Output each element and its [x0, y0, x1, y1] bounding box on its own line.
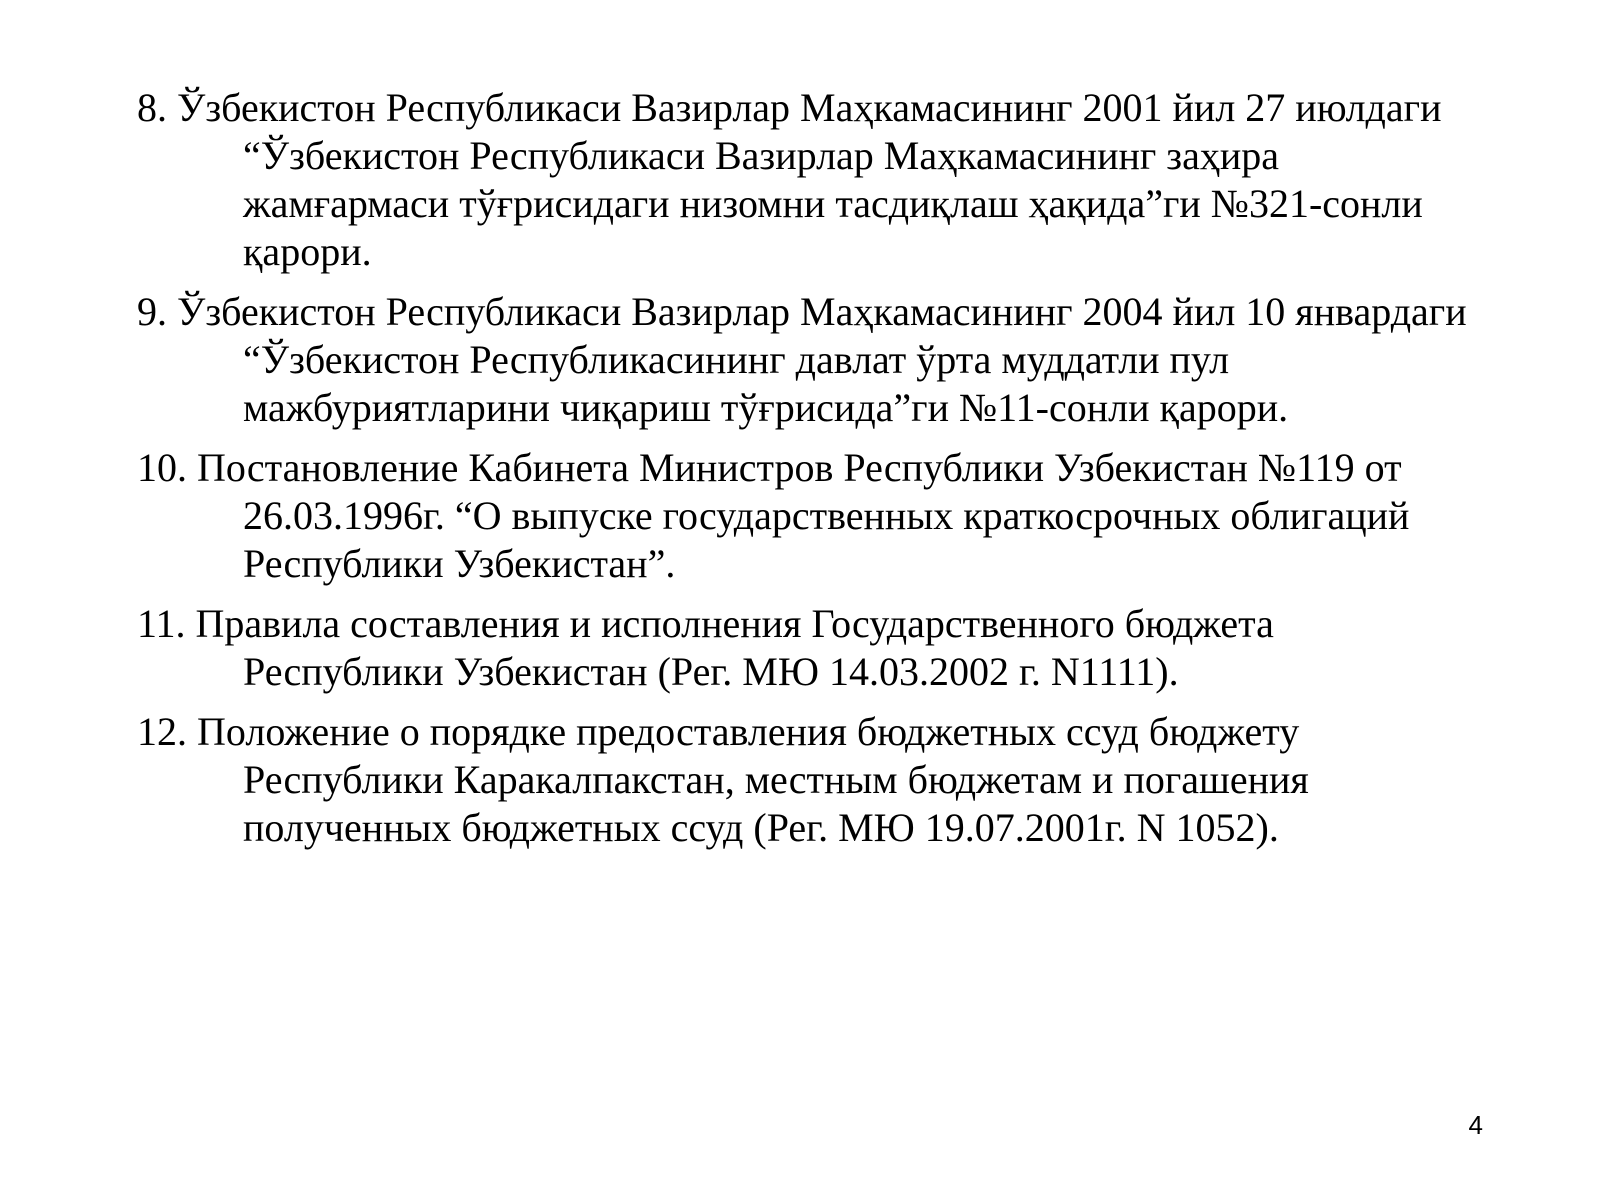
reference-item-12 — [137, 708, 1467, 852]
page-number: 4 — [1468, 1110, 1483, 1140]
reference-number: 11. — [137, 601, 186, 646]
reference-item-11 — [137, 600, 1467, 696]
reference-text: Ўзбекистон Республикаси Вазирлар Маҳкамасининг 2001 йил 27 июлдаги “Ўзбекистон Республикаси Вазирлар Маҳкамасининг заҳира жамғармаси тўғрисидаги низомни тасдиқлаш ҳақида”ги №321-сонли қарори. — [177, 85, 1442, 274]
reference-number: 10. — [137, 445, 187, 490]
reference-number: 8. — [137, 85, 167, 130]
reference-text: Ўзбекистон Республикаси Вазирлар Маҳкамасининг 2004 йил 10 январдаги “Ўзбекистон Республикасининг давлат ўрта муддатли пул мажбуриятларини чиқариш тўғрисида”ги №11-сонли қарори. — [177, 289, 1467, 430]
reference-list — [137, 84, 1467, 864]
reference-text: Положение о порядке предоставления бюджетных ссуд бюджету Республики Каракалпакстан, местным бюджетам и погашения полученных бюджетных ссуд (Рег. МЮ 19.07.2001г. N 1052). — [197, 709, 1309, 850]
reference-text: Постановление Кабинета Министров Республики Узбекистан №119 от 26.03.1996г. “О выпуске государственных краткосрочных облигаций Республики Узбекистан”. — [197, 445, 1410, 586]
reference-number: 12. — [137, 709, 187, 754]
reference-item-10 — [137, 444, 1467, 588]
reference-text: Правила составления и исполнения Государственного бюджета Республики Узбекистан (Рег. МЮ 14.03.2002 г. N1111). — [195, 601, 1274, 694]
reference-number: 9. — [137, 289, 167, 334]
reference-item-9 — [137, 288, 1467, 432]
reference-item-8 — [137, 84, 1467, 276]
